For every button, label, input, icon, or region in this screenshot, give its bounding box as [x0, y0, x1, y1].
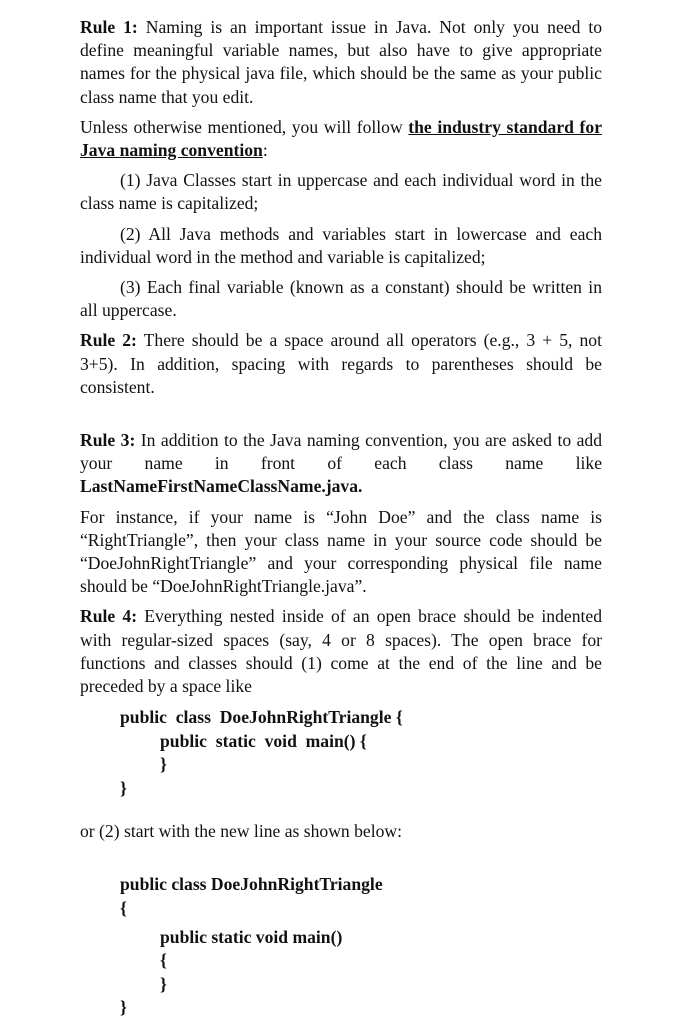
- naming-convention-paragraph: [80, 116, 602, 162]
- instance-paragraph: For instance, if your name is “John Doe” and the class name is “RightTriangle”, then your class name in your source code should be “DoeJohnRightTriangle” and your corresponding physical file name should be “DoeJohnRightTriangle.java”.: [80, 506, 602, 597]
- code2-line-6: }: [120, 997, 127, 1018]
- convention-item-1: (1) Java Classes start in uppercase and each individual word in the class name is capitalized;: [80, 170, 602, 214]
- rule3-text: In addition to the Java naming convention, you are asked to add your name in front of each class name like: [80, 430, 602, 474]
- rule2-label: Rule 2:: [80, 330, 137, 351]
- naming-convention-link[interactable]: the industry standard for Java naming convention: [80, 116, 602, 161]
- code1-line-3: }: [160, 754, 167, 775]
- convention-item-2: (2) All Java methods and variables start in lowercase and each individual word in the method and variable is capitalized;: [80, 223, 602, 267]
- code2-line-1: public class DoeJohnRightTriangle: [120, 874, 383, 895]
- rule4-label: Rule 4:: [80, 606, 138, 627]
- code1-line-4: }: [120, 777, 127, 798]
- unless-text: Unless otherwise mentioned, you will follow: [80, 116, 409, 137]
- code-example-1: [80, 706, 602, 800]
- rule4-paragraph: [80, 605, 602, 698]
- code2-line-3: public static void main(): [160, 926, 343, 947]
- rule1-paragraph: [80, 16, 602, 109]
- rule2-paragraph: [80, 329, 602, 399]
- rule4-text: Everything nested inside of an open brace should be indented with regular-sized spaces (say, 4 or 8 spaces). The open brace for functions and classes should (1) come at the end of the line and be preceded by a space like: [80, 606, 602, 697]
- code-example-2: [80, 873, 602, 1019]
- rule1-text: Naming is an important issue in Java. Not only you need to define meaningful variable names, but also have to give appropriate names for the physical java file, which should be the same as your public class name that you edit.: [80, 17, 603, 107]
- rule2-text: There should be a space around all operators (e.g., 3 + 5, not 3+5). In addition, spacing with regards to parentheses should be consistent.: [80, 330, 602, 397]
- code1-line-1: public class DoeJohnRightTriangle {: [120, 707, 403, 728]
- unless-colon: :: [262, 140, 268, 161]
- code2-line-4: {: [160, 950, 167, 971]
- code1-line-2: public static void main() {: [160, 730, 367, 751]
- rule3-example: LastNameFirstNameClassName.java.: [80, 476, 363, 497]
- rule3-paragraph: [80, 429, 602, 499]
- code2-line-5: }: [160, 973, 167, 994]
- rule3-label: Rule 3:: [80, 430, 136, 451]
- rule1-label: Rule 1:: [80, 17, 138, 37]
- or-paragraph: or (2) start with the new line as shown below:: [80, 820, 402, 841]
- code2-line-2: {: [120, 897, 127, 918]
- convention-item-3: (3) Each final variable (known as a constant) should be written in all uppercase.: [80, 277, 602, 321]
